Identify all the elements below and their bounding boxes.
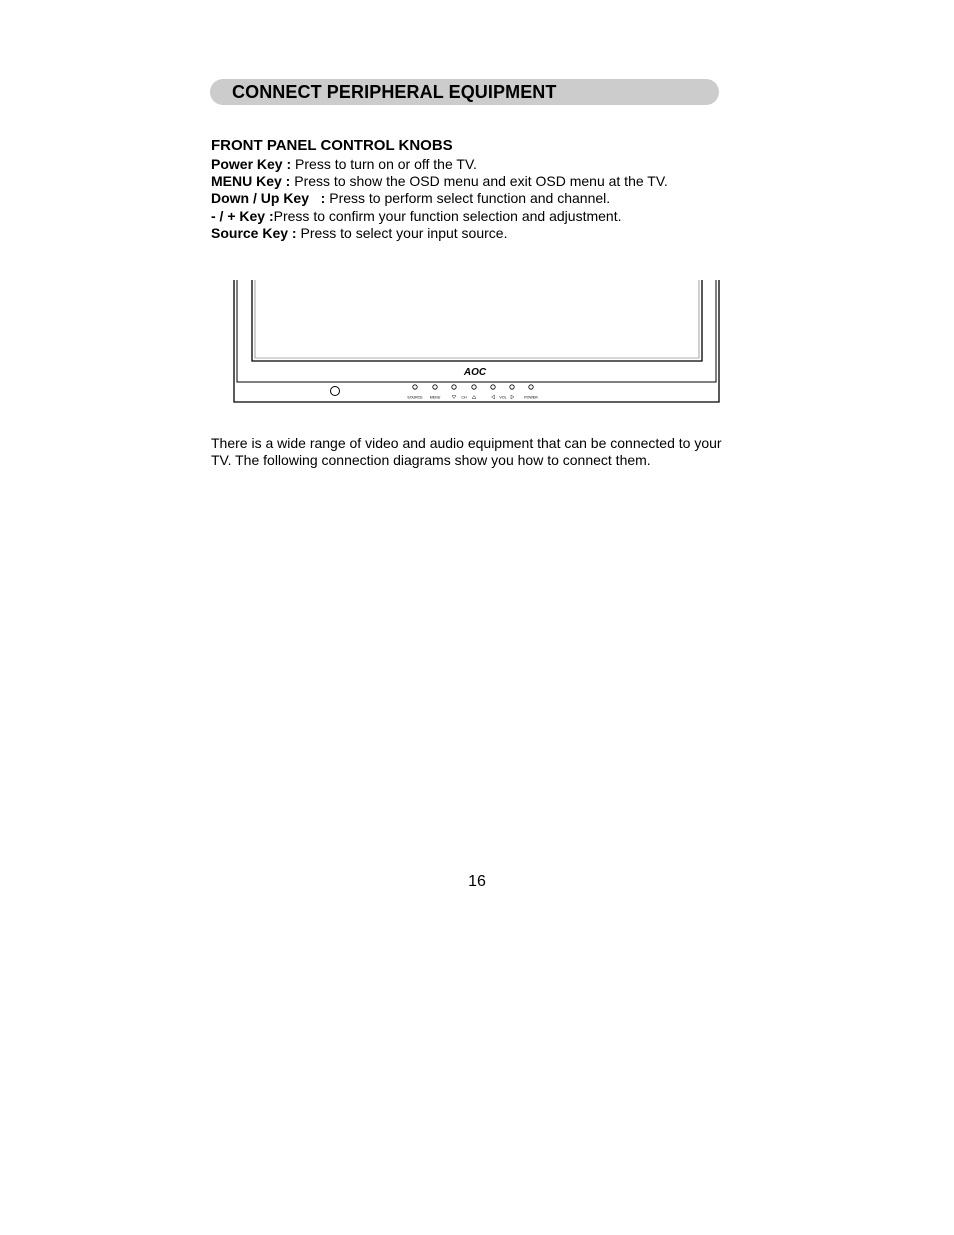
key-item-power [211, 156, 668, 173]
ch-down-button-icon [452, 385, 456, 389]
vol-label: VOL [499, 395, 507, 400]
aoc-logo: AOC [463, 367, 487, 378]
source-label: SOURCE [407, 395, 423, 400]
key-description: Press to perform select function and channel. [325, 190, 611, 207]
tv-outline-drawing [230, 278, 724, 406]
key-name: Source Key : [211, 224, 297, 241]
menu-label: MENU [429, 395, 441, 400]
tv-screen [252, 280, 702, 361]
key-description: Press to confirm your function selection and adjustment. [273, 207, 622, 224]
ir-sensor-icon [331, 387, 340, 396]
power-label: POWER [524, 395, 538, 400]
key-description: Press to turn on or off the TV. [291, 156, 477, 172]
power-button-icon [529, 385, 533, 389]
source-button-icon [413, 385, 417, 389]
key-item-down-up [211, 190, 668, 207]
key-name: Down / Up Key : [211, 190, 326, 207]
tv-outer-bezel [234, 280, 719, 402]
tv-screen-inner [255, 280, 699, 358]
vol-right-arrow-icon [511, 395, 514, 399]
ch-label: CH [461, 395, 467, 400]
front-panel-heading: FRONT PANEL CONTROL KNOBS [211, 137, 453, 154]
key-description: Press to show the OSD menu and exit OSD menu at the TV. [290, 173, 668, 190]
key-name: Power Key : [211, 156, 292, 172]
vol-down-button-icon [491, 385, 495, 389]
menu-button-icon [433, 385, 437, 389]
key-item-source [211, 225, 668, 242]
vol-up-button-icon [510, 385, 514, 389]
key-description: Press to select your input source. [296, 224, 508, 241]
intro-paragraph: There is a wide range of video and audio equipment that can be connected to your TV. The following connection diagrams show you how to connect them. [211, 435, 722, 468]
section-title: CONNECT PERIPHERAL EQUIPMENT [232, 81, 557, 102]
ch-up-button-icon [472, 385, 476, 389]
tv-front-panel-illustration [230, 278, 724, 406]
page-number: 16 [468, 873, 486, 890]
ch-down-arrow-icon [452, 396, 456, 399]
ch-up-arrow-icon [472, 396, 476, 399]
key-name: - / + Key : [211, 207, 274, 224]
section-banner [210, 79, 719, 105]
key-item-menu [211, 173, 668, 190]
vol-left-arrow-icon [492, 395, 495, 399]
key-list [211, 156, 668, 242]
key-item-minus-plus [211, 208, 668, 225]
key-name: MENU Key : [211, 173, 291, 190]
